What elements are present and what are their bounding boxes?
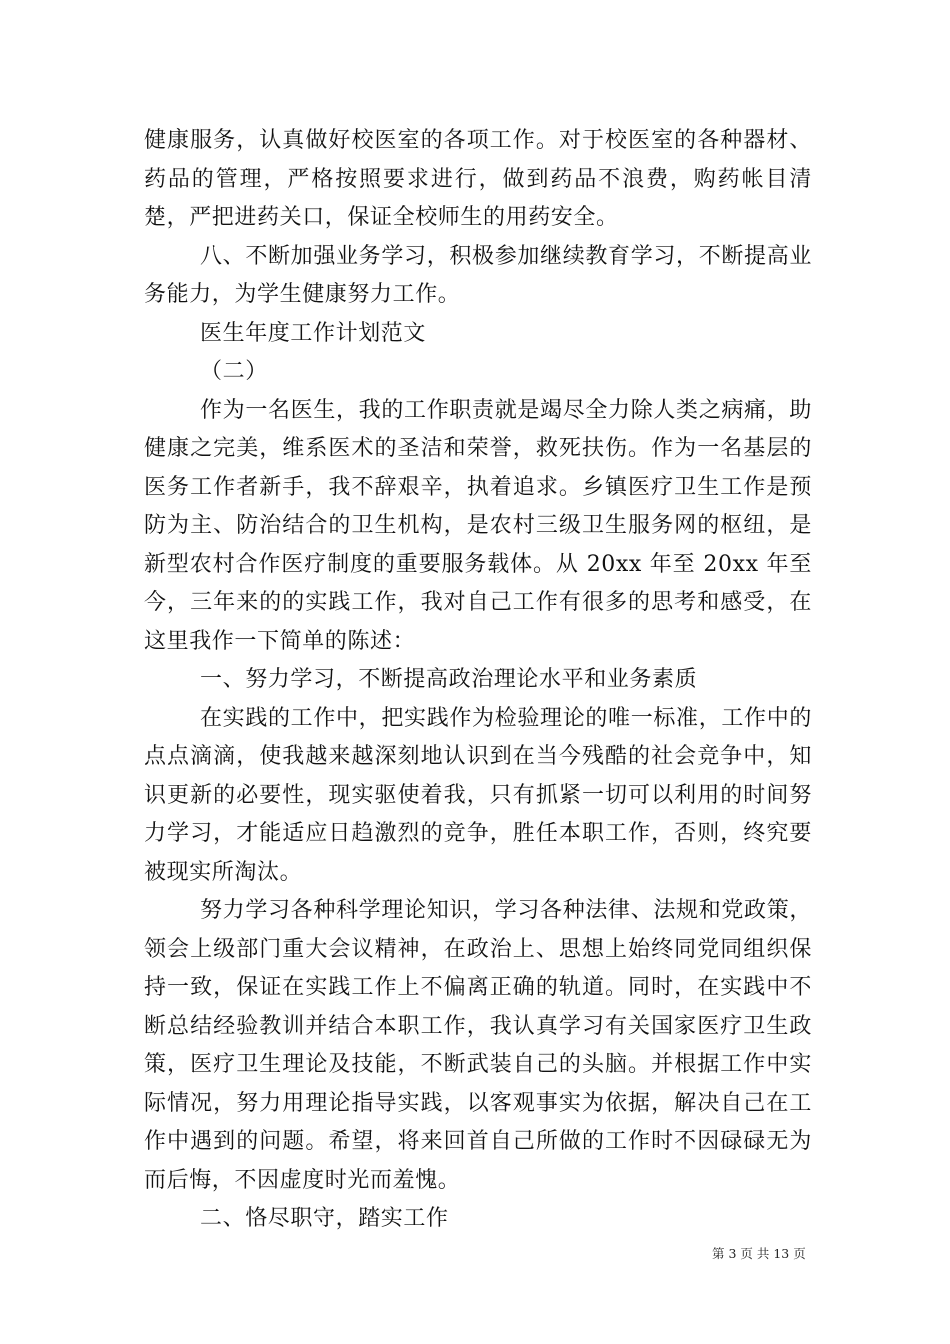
page-number-footer: 第 3 页 共 13 页 <box>712 1246 806 1261</box>
section-title: 医生年度工作计划范文 <box>200 320 427 346</box>
paragraph: 八、不断加强业务学习，积极参加继续教育学习，不断提高业务能力，为学生健康努力工作。 <box>144 243 812 307</box>
document-body <box>144 122 812 1239</box>
section-heading: 二、恪尽职守，踏实工作 <box>200 1206 449 1231</box>
section-subtitle: （二） <box>200 359 268 384</box>
paragraph: 努力学习各种科学理论知识，学习各种法律、法规和党政策，领会上级部门重大会议精神，在政治上、思想上始终同党同组织保持一致，保证在实践工作上不偏离正确的轨道。同时，在实践中不断总结经验教训并结合本职工作，我认真学习有关国家医疗卫生政策，医疗卫生理论及技能，不断武装自己的头脑。并根据工作中实际情况，努力用理论指导实践，以客观事实为依据，解决自己在工作中遇到的问题。希望，将来回首自己所做的工作时不因碌碌无为而后悔，不因虚度时光而羞愧。 <box>144 898 812 1193</box>
paragraph: 健康服务，认真做好校医室的各项工作。对于校医室的各种器材、药品的管理，严格按照要求进行，做到药品不浪费，购药帐目清楚，严把进药关口，保证全校师生的用药安全。 <box>144 128 812 230</box>
paragraph: 在实践的工作中，把实践作为检验理论的唯一标准，工作中的点点滴滴，使我越来越深刻地认识到在当今残酷的社会竞争中，知识更新的必要性，现实驱使着我，只有抓紧一切可以利用的时间努力学习，才能适应日趋激烈的竞争，胜任本职工作，否则，终究要被现实所淘汰。 <box>144 705 812 885</box>
section-heading: 一、努力学习，不断提高政治理论水平和业务素质 <box>200 667 698 692</box>
paragraph: 作为一名医生，我的工作职责就是竭尽全力除人类之病痛，助健康之完美，维系医术的圣洁和荣誉，救死扶伤。作为一名基层的医务工作者新手，我不辞艰辛，执着追求。乡镇医疗卫生工作是预防为主、防治结合的卫生机构，是农村三级卫生服务网的枢纽，是新型农村合作医疗制度的重要服务载体。从 20xx 年至 20xx 年至今，三年来的的实践工作，我对自己工作有很多的思考和感受，在这里我作一下简单的陈述： <box>144 397 812 654</box>
